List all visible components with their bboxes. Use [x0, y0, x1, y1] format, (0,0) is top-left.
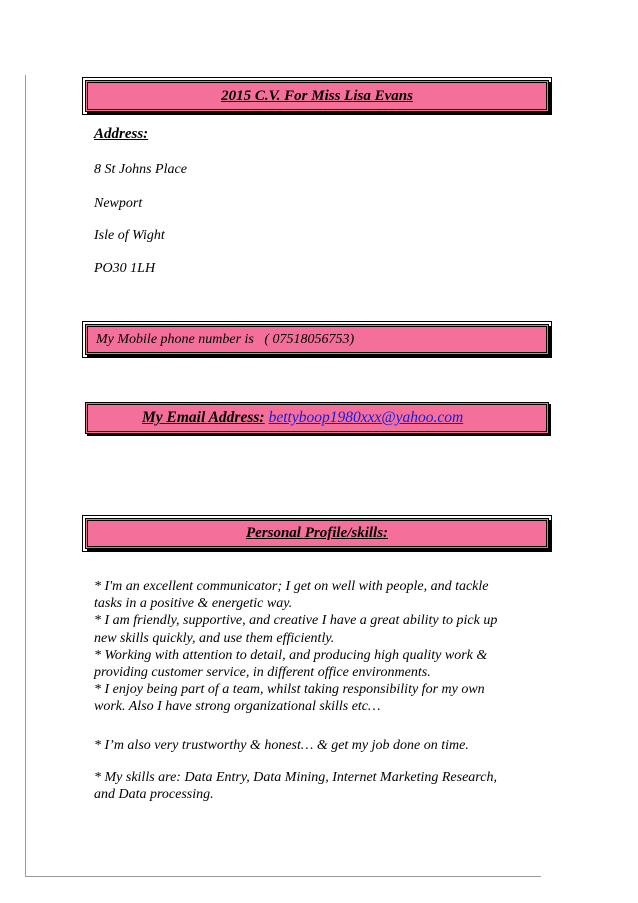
address-line: 8 St Johns Place	[94, 162, 187, 177]
phone-text: My Mobile phone number is ( 07518056753)	[96, 331, 355, 347]
email-label: My Email Address:	[142, 409, 265, 426]
email-banner	[85, 402, 549, 434]
address-line: PO30 1LH	[94, 261, 156, 276]
profile-heading-banner	[85, 518, 549, 549]
profile-bullets: * I'm an excellent communicator; I get on well with people, and tackle tasks in a positive & energetic way. * I am friendly, supportive, and creative I have a great ability to pick up new skills quickly, and use them efficiently. * Working with attention to detail, and producing high quality work & providing customer service, in different office environments. * I enjoy being part of a team, whilst taking responsibility for my own work. Also I have strong organizational skills etc…	[94, 579, 498, 715]
page-bottom-edge	[25, 876, 541, 877]
address-line: Newport	[94, 196, 143, 211]
page-left-edge	[25, 75, 26, 877]
profile-bullet-skills: * My skills are: Data Entry, Data Mining, Internet Marketing Research, and Data processing.	[94, 770, 497, 803]
address-line: Isle of Wight	[94, 228, 165, 243]
profile-heading: Personal Profile/skills:	[245, 525, 389, 541]
phone-banner	[85, 324, 549, 355]
address-heading: Address:	[94, 126, 149, 142]
cv-title-banner	[85, 80, 549, 112]
profile-bullet-trust: * I’m also very trustworthy & honest… & get my job done on time.	[94, 738, 469, 753]
cv-title: 2015 C.V. For Miss Lisa Evans	[221, 87, 413, 104]
email-link[interactable]: bettyboop1980xxx@yahoo.com	[268, 409, 464, 426]
